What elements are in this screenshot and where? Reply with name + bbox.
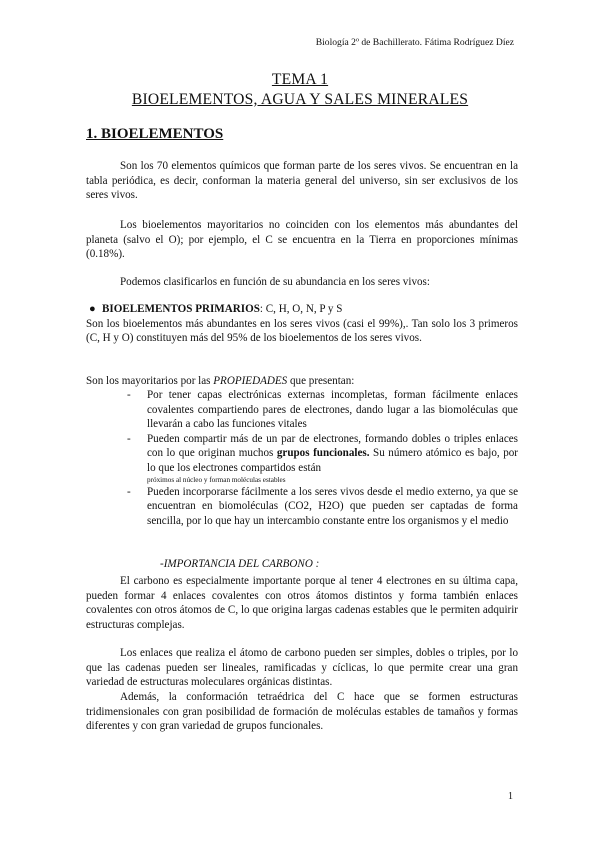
dash-marker: -: [127, 432, 131, 445]
topic-number: TEMA 1: [271, 71, 329, 88]
properties-list: [127, 388, 519, 528]
properties-emphasis: PROPIEDADES: [213, 375, 288, 387]
carbon-heading: -IMPORTANCIA DEL CARBONO :: [160, 558, 320, 570]
list-item-small-text: próximos al núcleo y forman moléculas estables: [147, 475, 286, 484]
intro-paragraph-text: Son los 70 elementos químicos que forman parte de los seres vivos. Se encuentran en la tabla periódica, es decir, conforman la materia general del universo, sin ser exclusivos de los seres vivos.: [86, 160, 518, 202]
majority-paragraph-text: Los bioelementos mayoritarios no coinciden con los elementos más abundantes del planeta (salvo el O); por ejemplo, el C se encuentra en la Tierra en proporciones mínimas (0.18%).: [86, 219, 518, 261]
dash-marker: -: [127, 485, 131, 498]
primary-bioelements-heading: [86, 302, 518, 317]
page-number: 1: [508, 791, 513, 802]
primary-bioelements-list: : C, H, O, N, P y S: [259, 303, 343, 315]
carbon-paragraph-3-text: Además, la conformación tetraédrica del C hace que se formen estructuras tridimensionales con gran posibilidad de formación de moléculas estables de tamaños y formas diferentes y con gran variedad de grupos funcionales.: [86, 691, 518, 733]
carbon-paragraph-2: [86, 646, 518, 690]
list-item: [127, 485, 518, 529]
section-heading: 1. BIOELEMENTOS: [86, 126, 224, 142]
list-item: [127, 432, 519, 485]
carbon-paragraph-1: [86, 574, 518, 632]
running-header: Biología 2º de Bachillerato. Fátima Rodríguez Díez: [315, 37, 514, 48]
topic-title: BIOELEMENTOS, AGUA Y SALES MINERALES: [131, 91, 469, 108]
dash-marker: -: [127, 389, 131, 401]
majority-paragraph: [86, 218, 518, 262]
properties-intro: [86, 374, 518, 389]
properties-intro-text: Son los mayoritarios por las: [86, 375, 214, 387]
list-item-text: Pueden incorporarse fácilmente a los seres vivos desde el medio externo, ya que se encuentran en biomoléculas (CO2, H2O) que pueden ser captadas de forma sencilla, por lo que hay un intercambio constante entre los organismos y el medio: [147, 485, 518, 527]
carbon-paragraph-2-text: Los enlaces que realiza el átomo de carbono pueden ser simples, dobles o triples, por lo que las cadenas pueden ser lineales, ramificadas y cíclicas, lo que permite crear una gran variedad de estructuras moleculares orgánicas distintas.: [86, 647, 518, 689]
bullet-icon: ●: [89, 303, 96, 315]
carbon-paragraph-1-text: El carbono es especialmente importante porque al tener 4 electrones en su última capa, pueden formar 4 enlaces covalentes con otros átomos distintos y forma también enlaces covalentes con otros átomos de C, lo que origina largas cadenas estables que le permiten adquirir estructuras complejas.: [86, 575, 518, 631]
primary-bioelements-text: Son los bioelementos más abundantes en los seres vivos (casi el 99%),. Tan solo los 3 primeros (C, H y O) constituyen más del 95% de los bioelementos de los seres vivos.: [86, 317, 518, 345]
primary-bioelements-title: BIOELEMENTOS PRIMARIOS: [102, 303, 260, 315]
carbon-paragraph-3: [86, 690, 518, 734]
list-item-bold: grupos funcionales.: [276, 447, 370, 460]
properties-intro-end: que presentan:: [287, 375, 355, 387]
primary-bioelements-block: [86, 302, 518, 346]
list-item-text: Pueden compartir más de un par de electrones, formando dobles o triples enlaces con lo que originan muchos: [147, 432, 518, 460]
list-item-text-end: Su número atómico es bajo, por lo que los electrones compartidos están: [147, 447, 519, 474]
classification-paragraph: Podemos clasificarlos en función de su abundancia en los seres vivos:: [120, 276, 430, 288]
list-item: [127, 388, 518, 432]
list-item-text: Por tener capas electrónicas externas incompletas, forman fácilmente enlaces covalentes compartiendo pares de electrones, dando lugar a las biomoléculas que llevarán a cabo las funciones vitales: [147, 389, 518, 431]
intro-paragraph: [86, 159, 518, 203]
